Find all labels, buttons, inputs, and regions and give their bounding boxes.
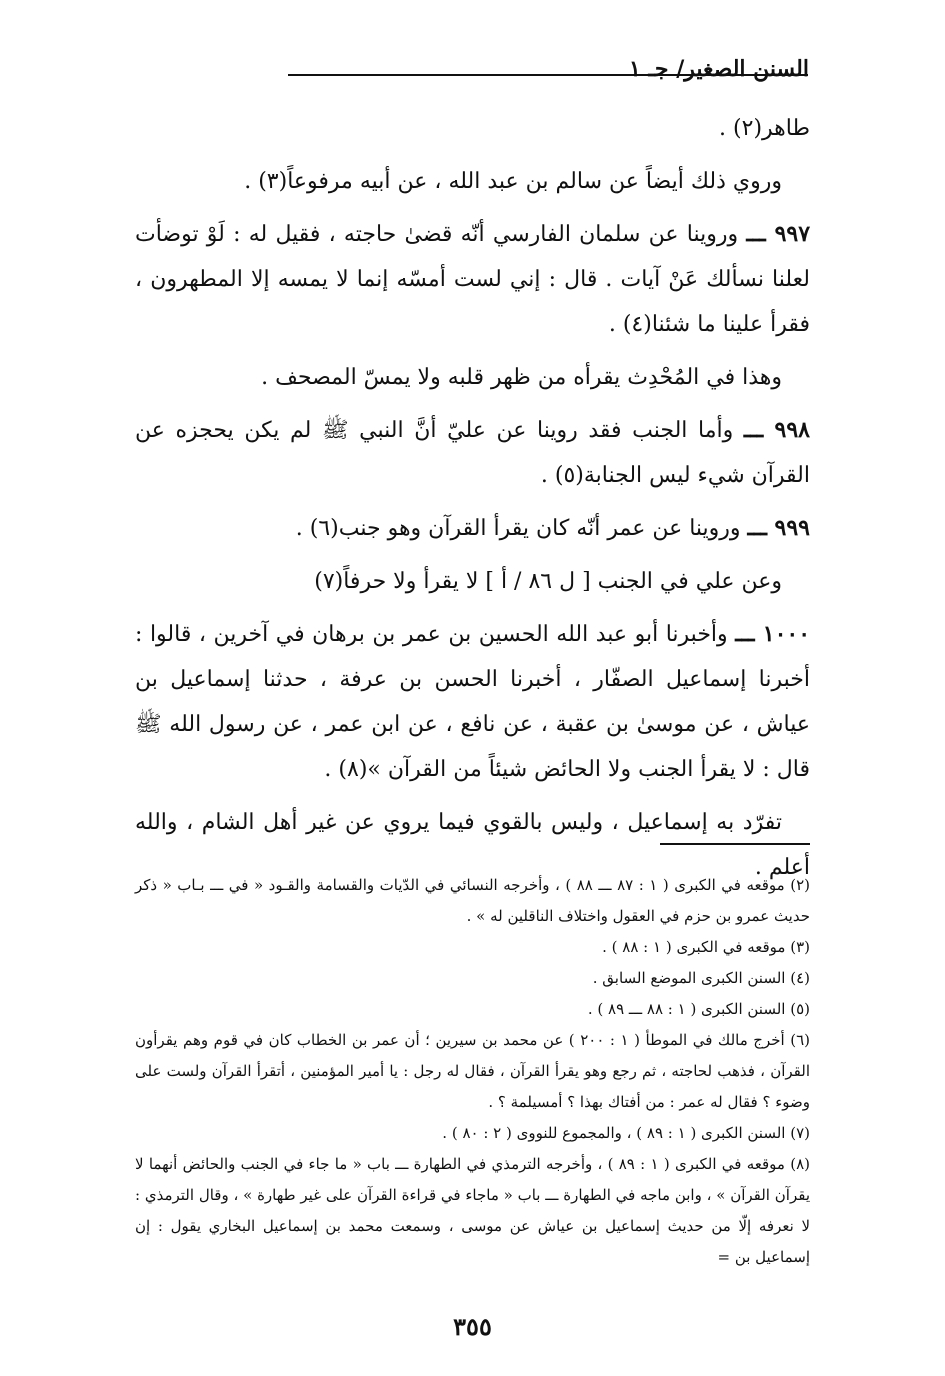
paragraph-text: وأما الجنب فقد روينا عن عليّ أنَّ النبي ﷺ لم يكن يحجزه عن القرآن شيء ليس الجنابة(٥) . xyxy=(135,418,810,488)
paragraph xyxy=(135,106,810,151)
hadith-number: ١٠٠٠ ـــ xyxy=(735,621,811,647)
hadith-paragraph xyxy=(135,506,810,551)
paragraph xyxy=(135,559,810,604)
footnote-rule xyxy=(660,843,810,845)
footnotes xyxy=(135,870,810,1273)
paragraph-text: وروينا عن سلمان الفارسي أنّه قضىٰ حاجته ، فقيل له : لَوْ توضأت لعلنا نسألك عَنْ آيات . قال : إني لست أمسّه إنما لا يمسه إلا المطهرون ، فقرأ علينا ما شئنا(٤) . xyxy=(135,222,810,337)
hadith-paragraph xyxy=(135,612,810,792)
footnote: (٥) السنن الكبرى ( ١ : ٨٨ ـــ ٨٩ ) . xyxy=(587,1000,810,1018)
paragraph-text: وعن علي في الجنب [ ل ٨٦ / أ ] لا يقرأ ولا حرفاً(٧) xyxy=(314,569,782,594)
footnote: (٧) السنن الكبرى ( ١ : ٨٩ ) ، والمجموع للنووى ( ٢ : ٨٠ ) . xyxy=(442,1124,810,1142)
paragraph-text: وأخبرنا أبو عبد الله الحسين بن عمر بن برهان في آخرين ، قالوا : أخبرنا إسماعيل الصفّار ، أخبرنا الحسن بن عرفة ، حدثنا إسماعيل بن عياش ، عن موسىٰ بن عقبة ، عن نافع ، عن ابن عمر ، عن رسول الله ﷺ قال : لا يقرأ الجنب ولا الحائض شيئاً من القرآن »(٨) . xyxy=(135,622,810,782)
footnote: (٤) السنن الكبرى الموضع السابق . xyxy=(592,969,810,987)
running-title: السنن الصغير/ جـ ١ xyxy=(629,56,809,82)
hadith-paragraph xyxy=(135,212,810,347)
paragraph xyxy=(135,355,810,400)
paragraph-text: طاهر(٢) . xyxy=(719,116,810,141)
page-number: ٣٥٥ xyxy=(453,1312,492,1341)
footnote: (٢) موقعه في الكبرى ( ١ : ٨٧ ـــ ٨٨ ) ، وأخرجه النسائي في الدّيات والقسامة والقـود « في ـــ بـاب « ذكر حديث عمرو بن حزم في العقول واختلاف الناقلين له » . xyxy=(135,876,810,925)
footnote: (٨) موقعه في الكبرى ( ١ : ٨٩ ) ، وأخرجه الترمذي في الطهارة ـــ باب « ما جاء في الجنب والحائض أنهما لا يقرآن القرآن » ، وابن ماجه في الطهارة ـــ باب « ماجاء في قراءة القرآن على غير طهارة » ، وقال الترمذي : لا نعرفه إلّا من حديث إسماعيل بن عياش عن موسى ، وسمعت محمد بن إسماعيل البخاري يقول : إن إسماعيل بن = xyxy=(135,1155,811,1266)
footnote: (٣) موقعه في الكبرى ( ١ : ٨٨ ) . xyxy=(602,938,810,956)
paragraph-text: وروي ذلك أيضاً عن سالم بن عبد الله ، عن أبيه مرفوعاً(٣) . xyxy=(244,169,782,194)
paragraph-text: تفرّد به إسماعيل ، وليس بالقوي فيما يروي عن غير أهل الشام ، والله أعلم . xyxy=(135,810,810,880)
paragraph-text: وروينا عن عمر أنّه كان يقرأ القرآن وهو جنب(٦) . xyxy=(295,516,741,541)
footnote: (٦) أخرج مالك في الموطأ ( ١ : ٢٠٠ ) عن محمد بن سيرين ؛ أن عمر بن الخطاب كان في قوم وهم يقرأون القرآن ، فذهب لحاجته ، ثم رجع وهو يقرأ القرآن ، فقال له رجل : يا أمير المؤمنين ، أتقرأ القرآن ولست على وضوء ؟ فقال له عمر : من أفتاك بهذا ؟ أمسيلمة ؟ . xyxy=(135,1031,810,1111)
paragraph-text: وهذا في المُحْدِث يقرأه من ظهر قلبه ولا يمسّ المصحف . xyxy=(261,365,782,390)
main-text xyxy=(135,106,810,898)
paragraph xyxy=(135,159,810,204)
hadith-number: ٩٩٧ ـــ xyxy=(746,221,811,247)
hadith-paragraph xyxy=(135,408,810,498)
hadith-number: ٩٩٨ ـــ xyxy=(743,417,810,443)
hadith-number: ٩٩٩ ـــ xyxy=(747,515,810,541)
